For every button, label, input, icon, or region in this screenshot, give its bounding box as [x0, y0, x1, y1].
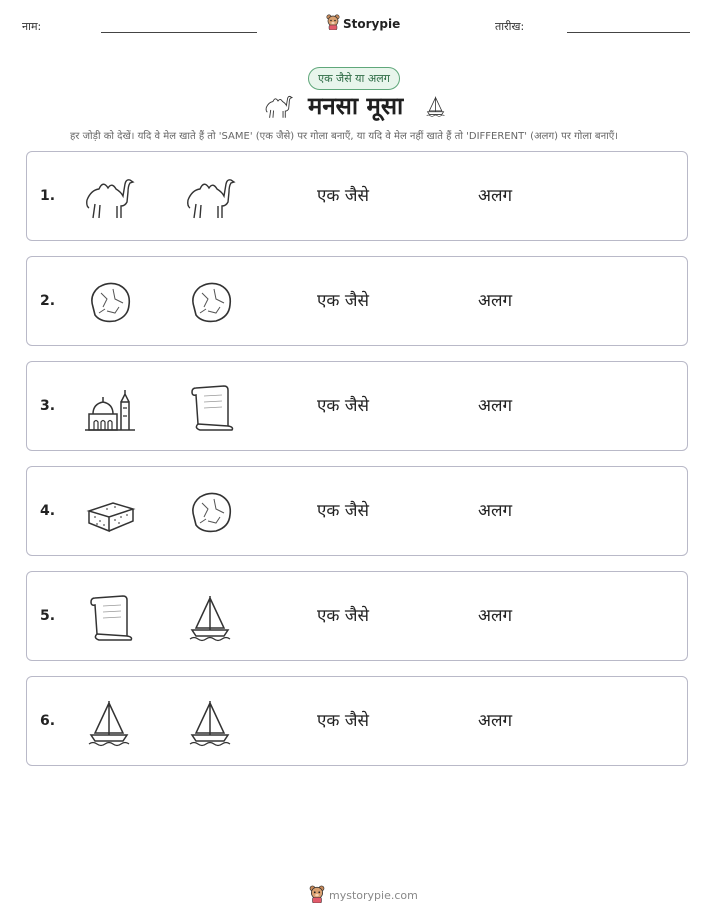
question-number: 1.: [40, 188, 56, 204]
rock-icon: [184, 277, 238, 327]
question-number: 5.: [40, 608, 56, 624]
different-option[interactable]: अलग: [478, 711, 513, 731]
question-row: [26, 361, 688, 451]
footer-site-link[interactable]: mystorypie.com: [329, 889, 418, 902]
question-number: 4.: [40, 503, 56, 519]
same-option[interactable]: एक जैसे: [317, 396, 369, 416]
same-option[interactable]: एक जैसे: [317, 501, 369, 521]
same-option[interactable]: एक जैसे: [317, 291, 369, 311]
mosque-icon: [83, 382, 137, 432]
rock-icon: [83, 277, 137, 327]
brand-name: Storypie: [343, 16, 401, 31]
scroll-icon: [83, 592, 137, 642]
camel-icon: [81, 172, 135, 222]
sailboat-icon: [184, 592, 238, 642]
different-option[interactable]: अलग: [478, 291, 513, 311]
title-sailboat-icon: [424, 91, 448, 125]
bear-mascot-icon: [326, 14, 340, 33]
brand-logo: [326, 14, 400, 33]
different-option[interactable]: अलग: [478, 606, 513, 626]
date-line[interactable]: [567, 32, 690, 33]
sailboat-icon: [184, 697, 238, 747]
different-option[interactable]: अलग: [478, 186, 513, 206]
question-number: 3.: [40, 398, 56, 414]
different-option[interactable]: अलग: [478, 501, 513, 521]
rock-icon: [184, 487, 238, 537]
question-row: [26, 466, 688, 556]
question-number: 2.: [40, 293, 56, 309]
worksheet-type-badge: एक जैसे या अलग: [308, 67, 400, 90]
scroll-icon: [184, 382, 238, 432]
same-option[interactable]: एक जैसे: [317, 606, 369, 626]
question-row: [26, 571, 688, 661]
sailboat-icon: [83, 697, 137, 747]
name-line[interactable]: [101, 32, 257, 33]
title-camel-icon: [262, 92, 294, 124]
date-label: तारीख:: [495, 20, 525, 33]
camel-icon: [182, 172, 236, 222]
salt-block-icon: [83, 487, 137, 537]
question-number: 6.: [40, 713, 56, 729]
question-row: [26, 256, 688, 346]
same-option[interactable]: एक जैसे: [317, 711, 369, 731]
different-option[interactable]: अलग: [478, 396, 513, 416]
name-label: नाम:: [22, 20, 42, 33]
question-row: [26, 151, 688, 241]
page-title: मनसा मूसा: [308, 92, 404, 120]
instructions-text: हर जोड़ी को देखें। यदि वे मेल खाते हैं तो 'SAME' (एक जैसे) पर गोला बनाएँ, या यदि वे मेल नहीं खाते हैं तो 'DIFFERENT' (अलग) पर गोला बनाएँ।: [70, 131, 619, 142]
same-option[interactable]: एक जैसे: [317, 186, 369, 206]
question-row: [26, 676, 688, 766]
bear-mascot-icon: [309, 885, 325, 906]
footer: [309, 885, 418, 906]
